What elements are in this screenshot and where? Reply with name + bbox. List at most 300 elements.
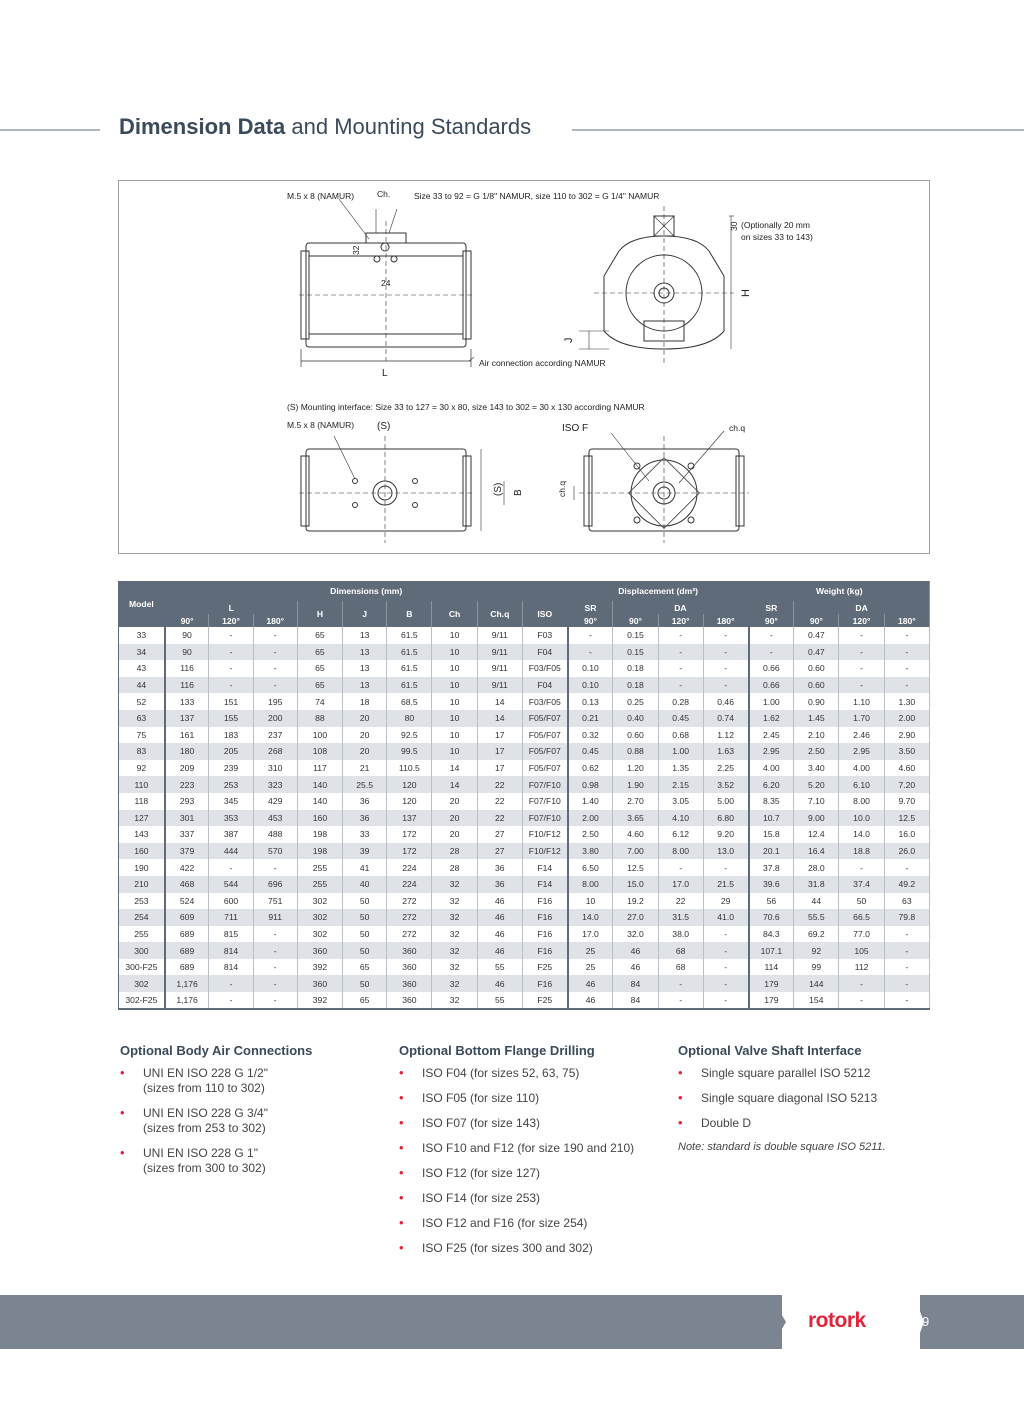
table-cell: 183 xyxy=(209,727,253,744)
model-cell: 160 xyxy=(119,843,165,860)
table-cell: 77.0 xyxy=(839,926,884,943)
table-cell: 116 xyxy=(165,677,209,694)
table-cell: 0.74 xyxy=(703,710,748,727)
list-item-text: ISO F04 (for sizes 52, 63, 75) xyxy=(422,1066,580,1080)
table-cell: F03/F05 xyxy=(522,693,567,710)
model-cell: 253 xyxy=(119,893,165,910)
table-cell: - xyxy=(839,992,884,1009)
table-row xyxy=(119,992,930,1009)
label-j: J xyxy=(563,337,575,343)
bullet-icon: • xyxy=(399,1065,404,1080)
model-cell: 254 xyxy=(119,909,165,926)
table-cell: 50 xyxy=(343,942,387,959)
table-cell: 1,176 xyxy=(165,975,209,992)
th-l: L xyxy=(165,601,298,614)
table-cell: 0.98 xyxy=(568,776,613,793)
label-24: 24 xyxy=(381,278,391,288)
table-cell: 600 xyxy=(209,893,253,910)
table-cell: 195 xyxy=(253,693,297,710)
table-cell: 2.15 xyxy=(658,776,703,793)
model-cell: 110 xyxy=(119,776,165,793)
table-cell: 488 xyxy=(253,826,297,843)
table-cell: - xyxy=(253,677,297,694)
model-cell: 118 xyxy=(119,793,165,810)
table-cell: 40 xyxy=(343,876,387,893)
table-cell: - xyxy=(253,926,297,943)
table-row xyxy=(119,743,930,760)
model-cell: 33 xyxy=(119,627,165,644)
table-cell: 10.7 xyxy=(749,810,794,827)
th-daw-180: 180° xyxy=(884,614,929,627)
table-cell: - xyxy=(209,677,253,694)
table-cell: 29 xyxy=(703,893,748,910)
footer-chevron xyxy=(770,1295,786,1349)
table-cell: - xyxy=(839,859,884,876)
table-cell: - xyxy=(884,926,929,943)
table-cell: - xyxy=(703,859,748,876)
table-cell: - xyxy=(703,926,748,943)
table-row xyxy=(119,727,930,744)
label-s-side: (S) xyxy=(493,482,504,496)
table-cell: 20 xyxy=(432,793,477,810)
table-cell: 10 xyxy=(432,660,477,677)
table-cell: 2.10 xyxy=(794,727,839,744)
table-cell: 814 xyxy=(209,942,253,959)
label-s: (S) xyxy=(377,421,391,432)
table-cell: 160 xyxy=(297,810,342,827)
table-cell: - xyxy=(658,660,703,677)
table-cell: 65 xyxy=(297,644,342,661)
table-cell: F07/F10 xyxy=(522,810,567,827)
table-cell: 17 xyxy=(477,760,522,777)
table-cell: 0.88 xyxy=(613,743,658,760)
bullet-icon: • xyxy=(678,1065,683,1080)
table-cell: 120 xyxy=(387,793,432,810)
table-cell: 50 xyxy=(343,975,387,992)
table-cell: 14.0 xyxy=(568,909,613,926)
table-cell: - xyxy=(253,644,297,661)
table-cell: 88 xyxy=(297,710,342,727)
table-cell: 7.10 xyxy=(794,793,839,810)
label-m5-top: M.5 x 8 (NAMUR) xyxy=(287,191,355,201)
bullet-icon: • xyxy=(399,1140,404,1155)
table-cell: 5.00 xyxy=(703,793,748,810)
table-cell: 0.90 xyxy=(794,693,839,710)
list-item-text: ISO F07 (for size 143) xyxy=(422,1116,541,1130)
table-cell: 223 xyxy=(165,776,209,793)
table-cell: 815 xyxy=(209,926,253,943)
table-cell: - xyxy=(568,627,613,644)
list-item xyxy=(120,1146,380,1176)
table-cell: F10/F12 xyxy=(522,826,567,843)
table-cell: 911 xyxy=(253,909,297,926)
table-cell: 387 xyxy=(209,826,253,843)
table-cell: 1.70 xyxy=(839,710,884,727)
table-row xyxy=(119,876,930,893)
table-cell: 68 xyxy=(658,942,703,959)
table-cell: 17.0 xyxy=(658,876,703,893)
table-cell: 27 xyxy=(477,843,522,860)
table-cell: 179 xyxy=(749,975,794,992)
table-cell: 3.65 xyxy=(613,810,658,827)
table-cell: 154 xyxy=(794,992,839,1009)
table-cell: 0.18 xyxy=(613,677,658,694)
table-cell: 10 xyxy=(432,693,477,710)
table-row xyxy=(119,693,930,710)
table-cell: - xyxy=(703,627,748,644)
table-cell: 172 xyxy=(387,826,432,843)
table-cell: - xyxy=(703,942,748,959)
table-cell: - xyxy=(884,975,929,992)
title-rule-right xyxy=(572,129,1024,131)
table-cell: - xyxy=(253,660,297,677)
table-cell: 301 xyxy=(165,810,209,827)
table-cell: 253 xyxy=(209,776,253,793)
table-cell: 15.0 xyxy=(613,876,658,893)
table-cell: 37.4 xyxy=(839,876,884,893)
table-cell: 1.90 xyxy=(613,776,658,793)
list-item xyxy=(399,1166,669,1181)
table-cell: 10 xyxy=(568,893,613,910)
table-cell: 84 xyxy=(613,975,658,992)
table-cell: 689 xyxy=(165,942,209,959)
th-da-90: 90° xyxy=(613,614,658,627)
table-cell: 46 xyxy=(477,942,522,959)
list-item xyxy=(399,1116,669,1131)
table-cell: 4.10 xyxy=(658,810,703,827)
table-cell: 32 xyxy=(432,959,477,976)
table-cell: 114 xyxy=(749,959,794,976)
table-cell: - xyxy=(703,959,748,976)
th-model: Model xyxy=(119,581,165,627)
table-row xyxy=(119,926,930,943)
table-cell: 9.70 xyxy=(884,793,929,810)
table-cell: - xyxy=(703,644,748,661)
air-connections-list xyxy=(120,1066,380,1176)
table-cell: 8.00 xyxy=(658,843,703,860)
table-cell: 180 xyxy=(165,743,209,760)
shaft-interface-title: Optional Valve Shaft Interface xyxy=(678,1043,862,1058)
table-cell: - xyxy=(884,627,929,644)
table-cell: 20 xyxy=(343,710,387,727)
th-da-120: 120° xyxy=(658,614,703,627)
table-cell: 1,176 xyxy=(165,992,209,1009)
list-item xyxy=(399,1091,669,1106)
table-cell: 392 xyxy=(297,959,342,976)
list-item-text: ISO F12 (for size 127) xyxy=(422,1166,541,1180)
table-cell: 140 xyxy=(297,793,342,810)
table-cell: 272 xyxy=(387,926,432,943)
pinion-hole xyxy=(381,243,389,251)
table-cell: 10 xyxy=(432,644,477,661)
bullet-icon: • xyxy=(120,1105,125,1120)
table-cell: 293 xyxy=(165,793,209,810)
th-j: J xyxy=(343,601,387,627)
th-displacement: Displacement (dm³) xyxy=(568,581,749,601)
table-cell: 609 xyxy=(165,909,209,926)
table-cell: 108 xyxy=(297,743,342,760)
label-chq-side: ch.q xyxy=(557,480,567,497)
table-cell: 10 xyxy=(432,677,477,694)
table-cell: 0.10 xyxy=(568,677,613,694)
table-cell: 50 xyxy=(343,893,387,910)
table-cell: - xyxy=(209,859,253,876)
table-cell: 7.00 xyxy=(613,843,658,860)
table-cell: - xyxy=(703,975,748,992)
table-cell: 360 xyxy=(387,992,432,1009)
table-cell: 90 xyxy=(165,627,209,644)
table-cell: 9/11 xyxy=(477,660,522,677)
table-cell: 61.5 xyxy=(387,660,432,677)
table-cell: 14.0 xyxy=(839,826,884,843)
table-cell: 379 xyxy=(165,843,209,860)
th-l-180: 180° xyxy=(253,614,297,627)
table-cell: 205 xyxy=(209,743,253,760)
table-cell: 65 xyxy=(343,959,387,976)
table-cell: 237 xyxy=(253,727,297,744)
air-connections-title: Optional Body Air Connections xyxy=(120,1043,313,1058)
table-cell: 2.95 xyxy=(749,743,794,760)
table-cell: 4.60 xyxy=(884,760,929,777)
table-cell: 1.20 xyxy=(613,760,658,777)
table-cell: - xyxy=(839,660,884,677)
table-cell: 21.5 xyxy=(703,876,748,893)
table-cell: 444 xyxy=(209,843,253,860)
table-cell: 360 xyxy=(387,975,432,992)
table-cell: 696 xyxy=(253,876,297,893)
table-cell: 345 xyxy=(209,793,253,810)
table-cell: F10/F12 xyxy=(522,843,567,860)
table-cell: 0.47 xyxy=(794,627,839,644)
table-cell: 224 xyxy=(387,859,432,876)
table-row xyxy=(119,760,930,777)
table-cell: 27 xyxy=(477,826,522,843)
table-cell: 13 xyxy=(343,627,387,644)
table-cell: 224 xyxy=(387,876,432,893)
table-cell: F16 xyxy=(522,909,567,926)
list-item-text: ISO F05 (for size 110) xyxy=(422,1091,540,1105)
table-cell: 0.45 xyxy=(658,710,703,727)
table-cell: 272 xyxy=(387,893,432,910)
table-cell: 44 xyxy=(794,893,839,910)
table-cell: 80 xyxy=(387,710,432,727)
table-cell: 0.66 xyxy=(749,677,794,694)
page-title xyxy=(119,114,531,140)
table-cell: 4.00 xyxy=(749,760,794,777)
table-cell: - xyxy=(703,992,748,1009)
table-cell: 100 xyxy=(297,727,342,744)
table-cell: 544 xyxy=(209,876,253,893)
label-30: 30 xyxy=(729,221,739,231)
table-cell: 3.40 xyxy=(794,760,839,777)
table-cell: 1.45 xyxy=(794,710,839,727)
list-item xyxy=(399,1241,669,1256)
table-cell: 21 xyxy=(343,760,387,777)
table-cell: - xyxy=(253,627,297,644)
table-cell: - xyxy=(209,660,253,677)
table-cell: 1.10 xyxy=(839,693,884,710)
table-cell: 22 xyxy=(477,793,522,810)
table-cell: F07/F10 xyxy=(522,776,567,793)
table-cell: 0.66 xyxy=(749,660,794,677)
table-cell: 26.0 xyxy=(884,843,929,860)
table-cell: 1.63 xyxy=(703,743,748,760)
table-cell: 0.62 xyxy=(568,760,613,777)
table-cell: 32 xyxy=(432,975,477,992)
table-cell: 0.40 xyxy=(613,710,658,727)
table-cell: - xyxy=(253,942,297,959)
table-row xyxy=(119,776,930,793)
table-cell: 337 xyxy=(165,826,209,843)
table-cell: 61.5 xyxy=(387,644,432,661)
list-item-text: ISO F25 (for sizes 300 and 302) xyxy=(422,1241,593,1255)
shaft-interface-list xyxy=(678,1066,938,1131)
flange-drilling-list xyxy=(399,1066,669,1256)
table-cell: 31.5 xyxy=(658,909,703,926)
table-cell: 9/11 xyxy=(477,677,522,694)
table-cell: 422 xyxy=(165,859,209,876)
table-cell: F25 xyxy=(522,992,567,1009)
table-cell: 32 xyxy=(432,893,477,910)
th-da: DA xyxy=(613,601,749,614)
table-cell: 7.20 xyxy=(884,776,929,793)
drawing-svg xyxy=(119,181,929,553)
table-cell: - xyxy=(209,644,253,661)
table-cell: 49.2 xyxy=(884,876,929,893)
table-cell: F07/F10 xyxy=(522,793,567,810)
table-cell: 9/11 xyxy=(477,627,522,644)
table-cell: 302 xyxy=(297,909,342,926)
model-cell: 75 xyxy=(119,727,165,744)
table-cell: 12.5 xyxy=(884,810,929,827)
table-row xyxy=(119,843,930,860)
table-cell: F14 xyxy=(522,876,567,893)
table-cell: 46 xyxy=(477,975,522,992)
bullet-icon: • xyxy=(399,1090,404,1105)
table-cell: 16.4 xyxy=(794,843,839,860)
table-cell: 31.8 xyxy=(794,876,839,893)
table-cell: 161 xyxy=(165,727,209,744)
table-cell: 2.95 xyxy=(839,743,884,760)
table-cell: 524 xyxy=(165,893,209,910)
table-cell: 14 xyxy=(432,776,477,793)
table-cell: 133 xyxy=(165,693,209,710)
table-cell: - xyxy=(253,992,297,1009)
table-row xyxy=(119,859,930,876)
table-cell: - xyxy=(658,644,703,661)
table-cell: 8.35 xyxy=(749,793,794,810)
model-cell: 300-F25 xyxy=(119,959,165,976)
table-cell: 144 xyxy=(794,975,839,992)
table-cell: 22 xyxy=(477,776,522,793)
table-cell: 33 xyxy=(343,826,387,843)
port-1 xyxy=(374,256,380,262)
list-item-text: ISO F14 (for size 253) xyxy=(422,1191,541,1205)
table-cell: 61.5 xyxy=(387,627,432,644)
table-cell: 0.47 xyxy=(794,644,839,661)
model-cell: 210 xyxy=(119,876,165,893)
th-weight: Weight (kg) xyxy=(749,581,930,601)
model-cell: 190 xyxy=(119,859,165,876)
table-cell: 1.62 xyxy=(749,710,794,727)
table-row xyxy=(119,644,930,661)
table-cell: 99.5 xyxy=(387,743,432,760)
table-cell: 99 xyxy=(794,959,839,976)
table-cell: 36 xyxy=(343,793,387,810)
table-row xyxy=(119,810,930,827)
table-cell: 10 xyxy=(432,727,477,744)
list-item-text: Single square diagonal ISO 5213 xyxy=(701,1091,878,1105)
table-row xyxy=(119,942,930,959)
table-cell: 65 xyxy=(297,627,342,644)
table-cell: - xyxy=(884,859,929,876)
table-cell: 10 xyxy=(432,710,477,727)
table-cell: 172 xyxy=(387,843,432,860)
table-cell: 63 xyxy=(884,893,929,910)
table-cell: 3.52 xyxy=(703,776,748,793)
table-body xyxy=(119,627,930,1009)
list-item-text: Double D xyxy=(701,1116,752,1130)
table-cell: F05/F07 xyxy=(522,727,567,744)
table-cell: 20.1 xyxy=(749,843,794,860)
table-cell: 68.5 xyxy=(387,693,432,710)
table-cell: 2.45 xyxy=(749,727,794,744)
table-cell: - xyxy=(703,660,748,677)
list-item xyxy=(399,1216,669,1231)
table-cell: 0.60 xyxy=(794,677,839,694)
table-cell: 2.70 xyxy=(613,793,658,810)
table-cell: 46 xyxy=(477,926,522,943)
table-cell: 9.00 xyxy=(794,810,839,827)
table-cell: 18 xyxy=(343,693,387,710)
table-cell: 323 xyxy=(253,776,297,793)
table-cell: - xyxy=(884,992,929,1009)
table-cell: 151 xyxy=(209,693,253,710)
bullet-icon: • xyxy=(399,1240,404,1255)
th-da-180: 180° xyxy=(703,614,748,627)
table-cell: - xyxy=(209,992,253,1009)
table-cell: 0.32 xyxy=(568,727,613,744)
table-cell: 1.40 xyxy=(568,793,613,810)
table-cell: F16 xyxy=(522,926,567,943)
table-cell: 6.12 xyxy=(658,826,703,843)
table-cell: 12.4 xyxy=(794,826,839,843)
list-item-text: UNI EN ISO 228 G 1" (sizes from 300 to 302) xyxy=(143,1146,266,1175)
table-cell: 179 xyxy=(749,992,794,1009)
table-cell: 46 xyxy=(568,975,613,992)
table-cell: 36 xyxy=(343,810,387,827)
table-cell: 0.60 xyxy=(794,660,839,677)
list-item-text: Single square parallel ISO 5212 xyxy=(701,1066,871,1080)
table-cell: 22 xyxy=(658,893,703,910)
table-cell: 74 xyxy=(297,693,342,710)
table-cell: 16.0 xyxy=(884,826,929,843)
label-b: B xyxy=(513,489,524,496)
table-cell: F16 xyxy=(522,942,567,959)
th-sr-90: 90° xyxy=(568,614,613,627)
table-cell: 15.8 xyxy=(749,826,794,843)
table-row xyxy=(119,826,930,843)
bullet-icon: • xyxy=(399,1190,404,1205)
table-cell: 137 xyxy=(387,810,432,827)
label-32: 32 xyxy=(351,245,361,255)
dimension-table xyxy=(118,581,930,1010)
th-h: H xyxy=(297,601,342,627)
table-cell: 32 xyxy=(432,909,477,926)
table-cell: 570 xyxy=(253,843,297,860)
table-cell: 20 xyxy=(432,810,477,827)
list-item xyxy=(120,1106,380,1136)
